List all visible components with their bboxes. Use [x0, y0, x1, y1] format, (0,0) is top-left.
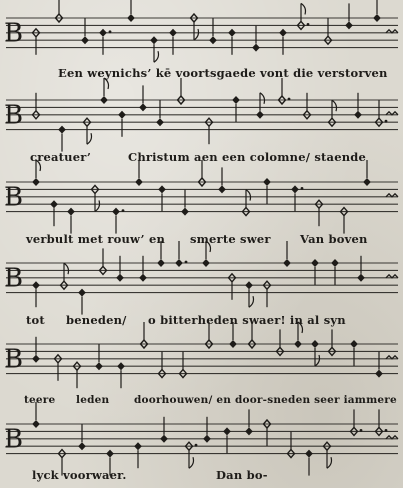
lyric-text: o bitterheden swaer! in al syn — [148, 313, 346, 327]
note-head-icon — [81, 36, 89, 44]
clef-icon: B — [4, 424, 24, 455]
note-head-icon — [67, 208, 75, 216]
note-flag-icon — [327, 457, 332, 468]
note-head-icon — [112, 208, 120, 216]
note-head-icon — [58, 126, 66, 134]
note-head-icon — [127, 14, 135, 22]
note-head-icon — [373, 14, 381, 22]
lyric-text: Van boven — [300, 232, 368, 246]
note-flag-icon — [194, 29, 199, 40]
lyric-text: Een weynichs’ kē voortsgaede vont die verstorven — [58, 66, 388, 80]
lyric-line-3 — [0, 232, 403, 302]
dot-icon — [385, 120, 388, 123]
lyric-text: verbult met rouw’ en — [26, 232, 166, 246]
note-head-icon — [150, 36, 158, 44]
note-head-icon — [156, 118, 164, 126]
clef-icon: B — [4, 18, 24, 49]
note-flag-icon — [301, 3, 306, 14]
clef-icon: B — [4, 100, 24, 131]
note-flag-icon — [87, 133, 92, 144]
lyric-line-1 — [0, 66, 403, 108]
lyric-text: Dan bo- — [216, 468, 268, 482]
dot-icon — [109, 30, 112, 33]
note-head-icon — [228, 29, 236, 37]
lyric-text: teere — [24, 394, 56, 406]
clef-icon: B — [4, 263, 24, 294]
lyric-text: creatuer’ — [30, 150, 92, 164]
note-head-icon — [181, 208, 189, 216]
note-head-icon — [345, 21, 353, 29]
clef-icon: B — [4, 182, 24, 213]
lyric-text: lyck voorwaer. — [32, 468, 127, 482]
note-flag-icon — [154, 51, 159, 62]
note-head-icon — [256, 111, 264, 119]
dot-icon — [122, 209, 125, 212]
note-head-icon — [252, 44, 260, 52]
lyric-line-5 — [0, 394, 403, 454]
lyric-line-6 — [0, 468, 403, 488]
dot-icon — [307, 23, 310, 26]
note-head-icon — [169, 29, 177, 37]
lyric-text: doorhouwen/ en door-sneden seer iammere — [134, 394, 397, 406]
note-head-icon — [354, 111, 362, 119]
lyric-text: smerte swer — [190, 232, 271, 246]
lyric-text: Christum aen een colomne/ staende — [128, 150, 367, 164]
lyric-text: leden — [76, 394, 110, 406]
clef-icon: B — [4, 344, 24, 375]
note-head-icon — [279, 29, 287, 37]
note-flag-icon — [189, 457, 194, 468]
lyric-text: beneden/ — [66, 313, 127, 327]
lyric-line-4 — [0, 313, 403, 383]
lyric-line-2 — [0, 150, 403, 206]
note-head-icon — [99, 29, 107, 37]
note-head-icon — [209, 36, 217, 44]
lyric-text: tot — [26, 313, 45, 327]
note-head-icon — [118, 111, 126, 119]
